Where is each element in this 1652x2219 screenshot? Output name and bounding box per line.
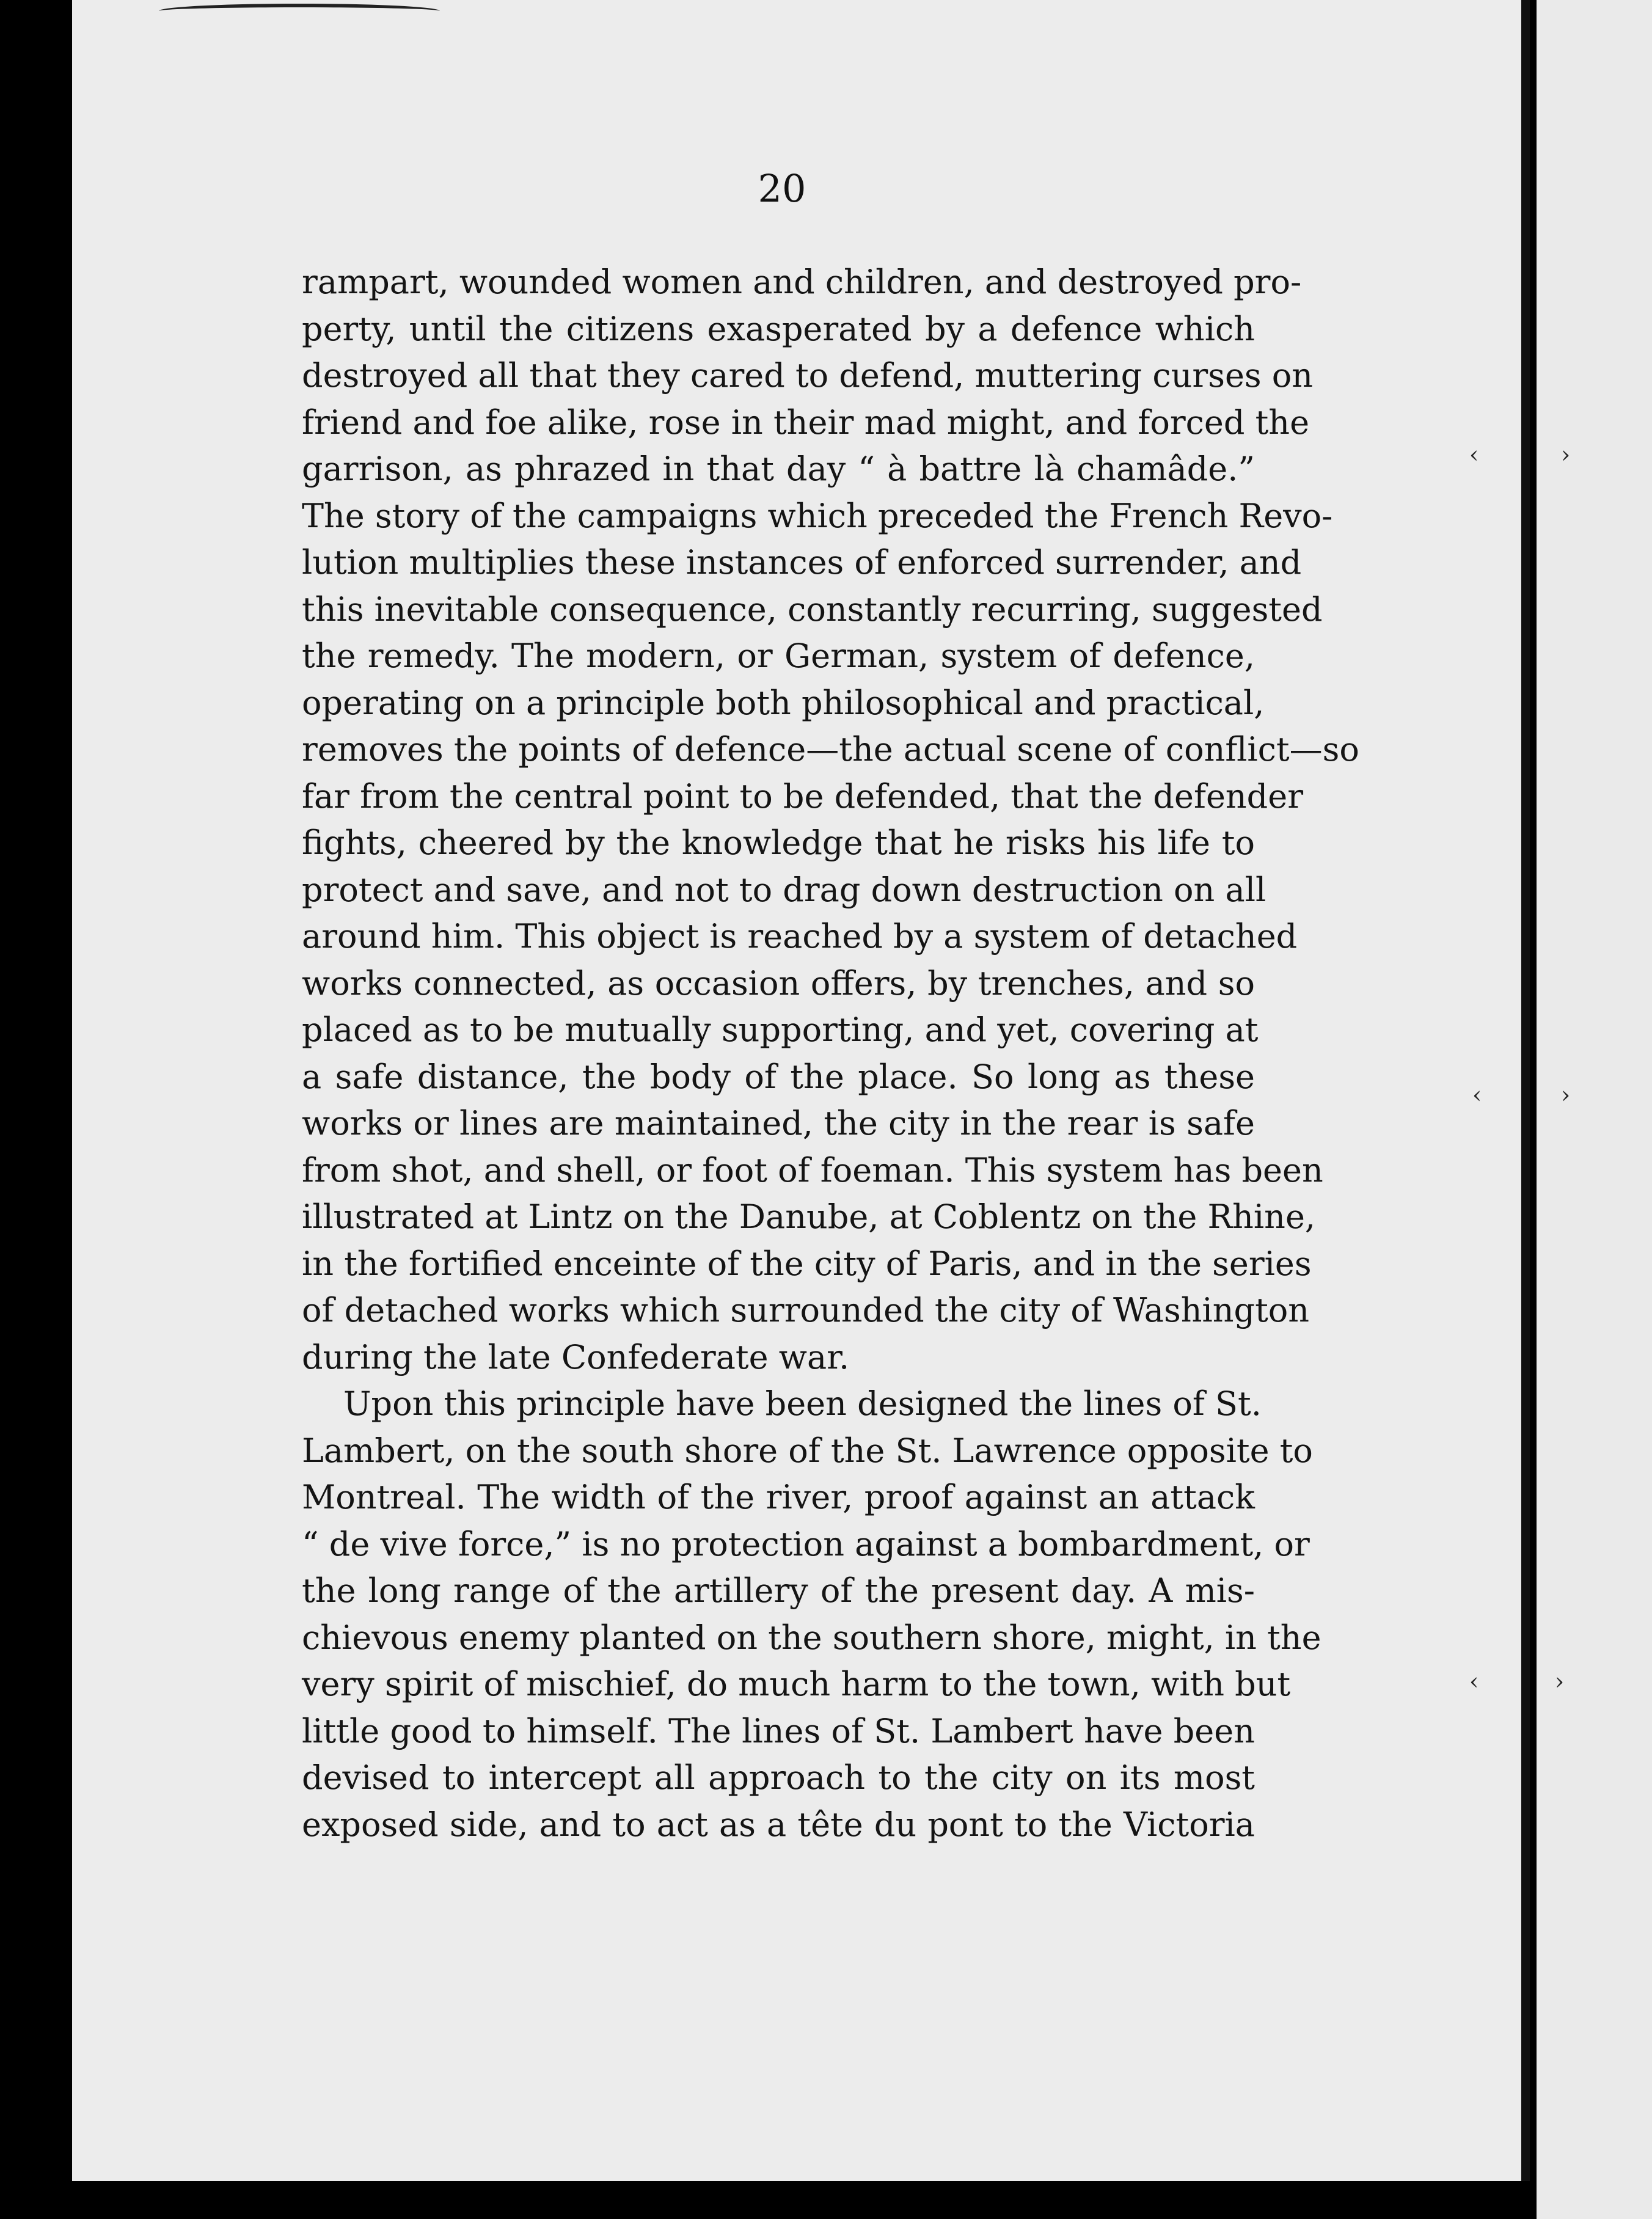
text-line: exposed side, and to act as a tête du pont to the Victoria	[302, 1805, 1255, 1844]
text-line: rampart, wounded women and children, and destroyed pro-	[302, 263, 1302, 301]
text-line: Upon this principle have been designed the lines of St.	[343, 1384, 1262, 1423]
text-line: illustrated at Lintz on the Danube, at Coblentz on the Rhine,	[302, 1197, 1316, 1236]
text-line: in the fortified enceinte of the city of Paris, and in the series	[302, 1244, 1312, 1283]
scan-mark: ›	[1555, 1668, 1565, 1695]
text-line: devised to intercept all approach to the city on its most	[302, 1758, 1255, 1797]
body-text	[302, 259, 1359, 1848]
text-line: “ de vive force,” is no protection against a bombardment, or	[302, 1524, 1310, 1563]
text-line: of detached works which surrounded the city of Washington	[302, 1291, 1310, 1329]
text-line: fights, cheered by the knowledge that he risks his life to	[302, 824, 1255, 862]
scan-mark: ‹	[1469, 441, 1479, 468]
scan-mark: ›	[1561, 441, 1571, 468]
text-line: protect and save, and not to drag down destruction on all	[302, 870, 1266, 909]
text-line: very spirit of mischief, do much harm to the town, with but	[302, 1665, 1291, 1703]
text-line: lution multiplies these instances of enforced surrender, and	[302, 543, 1302, 582]
text-line: garrison, as phrazed in that day “ à battre là chamâde.”	[302, 450, 1255, 488]
text-line: little good to himself. The lines of St. Lambert have been	[302, 1711, 1255, 1750]
text-line: the long range of the artillery of the present day. A mis-	[302, 1571, 1255, 1610]
scan-mark: ›	[1561, 1081, 1571, 1108]
text-line: placed as to be mutually supporting, and yet, covering at	[302, 1011, 1259, 1049]
scan-artifact-top	[159, 4, 440, 18]
text-line: this inevitable consequence, constantly recurring, suggested	[302, 590, 1323, 629]
text-line: The story of the campaigns which preceded the French Revo-	[302, 496, 1333, 535]
text-line: destroyed all that they cared to defend, muttering curses on	[302, 356, 1314, 395]
text-line: works connected, as occasion offers, by trenches, and so	[302, 963, 1255, 1003]
text-line: from shot, and shell, or foot of foeman. This system has been	[302, 1150, 1323, 1190]
text-line: operating on a principle both philosophical and practical,	[302, 683, 1265, 722]
text-line: the remedy. The modern, or German, system of defence,	[302, 637, 1255, 675]
text-line: a safe distance, the body of the place. So long as these	[302, 1057, 1255, 1096]
text-line: around him. This object is reached by a system of detached	[302, 917, 1298, 956]
text-line: removes the points of defence—the actual scene of conflict—so	[302, 730, 1359, 769]
text-line: during the late Confederate war.	[302, 1337, 850, 1376]
page-edge-divider	[1521, 0, 1530, 2219]
text-line: perty, until the citizens exasperated by a defence which	[302, 309, 1255, 348]
paragraph	[302, 1381, 1321, 1848]
text-line: works or lines are maintained, the city in the rear is safe	[302, 1104, 1255, 1142]
page-number: 20	[758, 166, 806, 211]
facing-page-edge	[1537, 0, 1652, 2219]
text-line: friend and foe alike, rose in their mad might, and forced the	[302, 403, 1310, 442]
paragraph	[302, 259, 1359, 1381]
scan-mark: ‹	[1472, 1081, 1482, 1108]
text-line: Lambert, on the south shore of the St. Lawrence opposite to	[302, 1431, 1313, 1470]
scan-border-bottom	[0, 2181, 1530, 2219]
text-line: far from the central point to be defended, that the defender	[302, 777, 1304, 816]
text-line: chievous enemy planted on the southern shore, might, in the	[302, 1618, 1321, 1657]
text-line: Montreal. The width of the river, proof against an attack	[302, 1478, 1255, 1516]
scan-mark: ‹	[1469, 1668, 1479, 1695]
